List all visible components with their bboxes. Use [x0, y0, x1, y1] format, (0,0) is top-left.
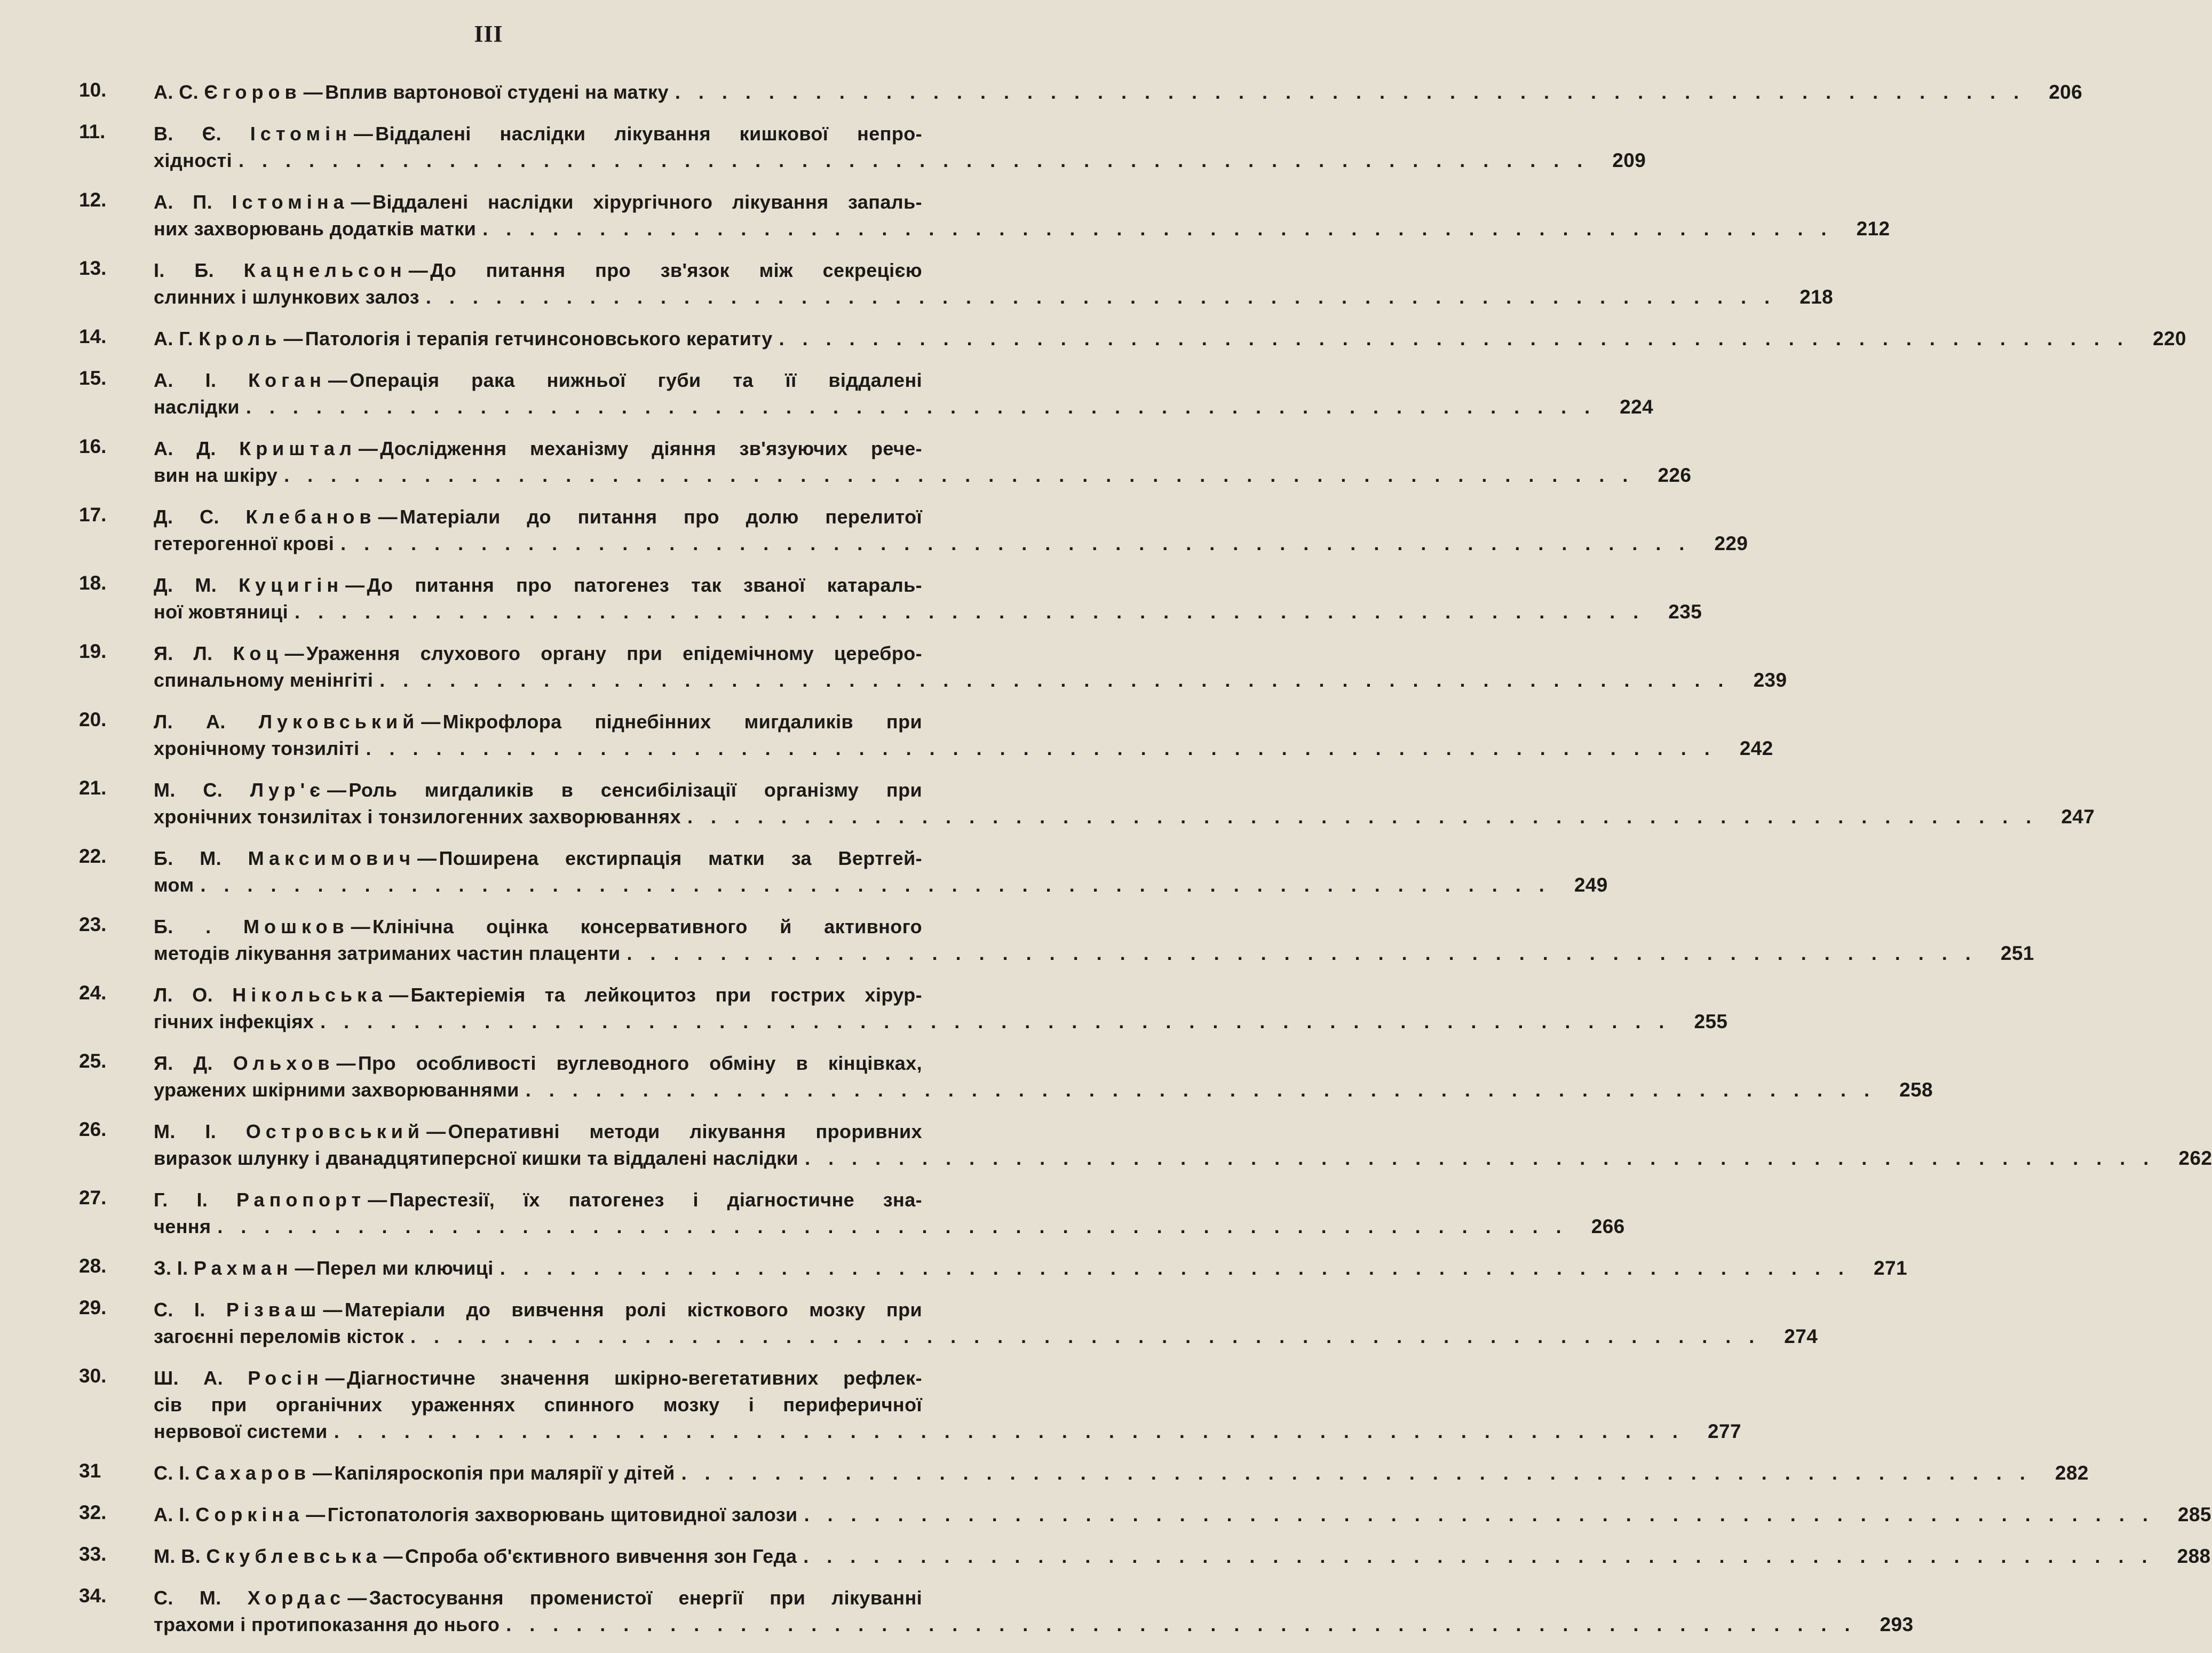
author-initials: Л. О. — [154, 984, 213, 1006]
toc-entry — [79, 1501, 2211, 1528]
entry-body — [154, 1365, 1741, 1445]
entry-body — [154, 1050, 1933, 1103]
entry-continuation-line — [154, 1418, 1741, 1445]
entry-body — [154, 121, 1646, 174]
toc-entry — [79, 1118, 2212, 1172]
author-surname: Луковський — [258, 711, 419, 733]
author-initials: Ш. А. — [154, 1367, 223, 1389]
leader-dots: . . . . . . . . . . . . . . . . . . . . . . . . . . . . . . . . . . . . . . . . . . . . . . . . . . . . . . . . . . — [500, 1257, 1850, 1279]
leader-dots: . . . . . . . . . . . . . . . . . . . . . . . . . . . . . . . . . . . . . . . . . . . . . . . . . . . . . . . . . . — [805, 1147, 2155, 1169]
entry-title-continued: нервової системи — [154, 1420, 328, 1442]
author-surname: Істомін — [250, 123, 352, 145]
author-initials: А. Г. — [154, 328, 193, 349]
entry-title: Перел ми ключиці — [316, 1257, 494, 1279]
entry-first-line — [154, 325, 2186, 352]
entry-title: До питання про патогенез так званої катараль- — [367, 574, 923, 596]
leader-dots: . . . . . . . . . . . . . . . . . . . . . . . . . . . . . . . . . . . . . . . . . . . . . . . . . . . . . . . . . . — [803, 1545, 2154, 1567]
toc-entry — [79, 1585, 1914, 1638]
author-surname: Кацнельсон — [243, 259, 407, 281]
entry-first-line — [154, 982, 922, 1008]
author-initials: А. С. — [154, 81, 199, 103]
entry-body — [154, 982, 1728, 1035]
author-surname: Нікольська — [232, 984, 387, 1006]
entry-continuation-line — [154, 599, 1702, 625]
leader-dots: . . . . . . . . . . . . . . . . . . . . . . . . . . . . . . . . . . . . . . . . . . . . . . . . . . . . . . . . . . — [245, 396, 1597, 418]
entry-body — [154, 325, 2186, 352]
entry-continuation-line — [154, 1145, 2212, 1172]
entry-continuation-line — [154, 1213, 1625, 1240]
entry-number: 21. — [79, 777, 107, 799]
entry-continuation-line — [154, 394, 1654, 420]
author-surname: Мошков — [243, 916, 349, 937]
entry-continuation-line — [154, 284, 1834, 311]
entry-title-continued: наслідки — [154, 396, 240, 418]
entry-title: Матеріали до вивчення ролі кісткового мозку при — [344, 1299, 922, 1321]
author-initials: М. В. — [154, 1545, 201, 1567]
author-initials: В. Є. — [154, 123, 221, 145]
entry-title-continued: гетерогенної крові — [154, 533, 335, 554]
entry-title: Ураження слухового органу при епідемічному церебро- — [306, 642, 923, 664]
entry-body — [154, 435, 1692, 489]
author-surname: Кроль — [199, 328, 282, 349]
entry-first-line — [154, 1501, 2211, 1528]
entry-title: Застосування променистої енергії при лікуванні — [369, 1587, 922, 1609]
page-reference: 266 — [1591, 1215, 1625, 1237]
entry-title-continued: хідності — [154, 149, 232, 171]
entry-heading-text: М. В. Скублевська — Спроба об'єктивного вивчення зон Геда — [154, 1545, 797, 1567]
author-surname: Лур'є — [250, 779, 326, 801]
entry-number: 33. — [79, 1543, 107, 1565]
entry-body — [154, 1543, 2211, 1570]
page-reference: 282 — [2055, 1462, 2089, 1484]
entry-heading-text: А. І. Соркіна — Гістопатологія захворювань щитовидної залози — [154, 1504, 798, 1525]
author-surname: Сахаров — [195, 1462, 311, 1484]
leader-dots: . . . . . . . . . . . . . . . . . . . . . . . . . . . . . . . . . . . . . . . . . . . . . . . . . . . . . . . . . . — [675, 81, 2026, 103]
page-reference: 206 — [2049, 81, 2083, 103]
entry-first-line — [154, 845, 922, 872]
entry-number: 23. — [79, 913, 107, 935]
leader-dots: . . . . . . . . . . . . . . . . . . . . . . . . . . . . . . . . . . . . . . . . . . . . . . . . . . . . . . . . . . — [779, 328, 2129, 349]
entry-heading-text: М. І. Островський — Оперативні методи лікування проривних — [154, 1120, 922, 1142]
page-reference: 258 — [1899, 1079, 1933, 1101]
entry-number: 18. — [79, 572, 107, 594]
toc-entry — [79, 1297, 1818, 1350]
author-initials: Д. М. — [154, 574, 217, 596]
entry-number: 17. — [79, 504, 107, 526]
entry-number: 30. — [79, 1365, 107, 1387]
entry-title-continued: гічних інфекціях — [154, 1011, 314, 1032]
page-reference: 212 — [1856, 218, 1890, 240]
leader-dots: . . . . . . . . . . . . . . . . . . . . . . . . . . . . . . . . . . . . . . . . . . . . . . . . . . . . . . . . . . — [804, 1504, 2154, 1525]
entry-number: 16. — [79, 435, 107, 457]
entry-heading-text: Л. А. Луковський — Мікрофлора піднебінних мигдаликів при — [154, 711, 923, 733]
entry-number: 32. — [79, 1501, 107, 1523]
entry-heading-text: Б. М. Максимович — Поширена екстирпація матки за Вертгей- — [154, 847, 922, 869]
entry-body — [154, 1187, 1625, 1240]
leader-dots: . . . . . . . . . . . . . . . . . . . . . . . . . . . . . . . . . . . . . . . . . . . . . . . . . . . . . . . . . . — [627, 942, 1977, 964]
page-reference: 224 — [1620, 396, 1654, 418]
entry-title: Парестезії, їх патогенез і діагностичне зна- — [389, 1189, 922, 1211]
leader-dots: . . . . . . . . . . . . . . . . . . . . . . . . . . . . . . . . . . . . . . . . . . . . . . . . . . . . . . . . . . — [379, 669, 1730, 691]
entry-number: 29. — [79, 1297, 107, 1318]
entry-first-line — [154, 913, 922, 940]
entry-title-continued: мом — [154, 874, 194, 896]
leader-dots: . . . . . . . . . . . . . . . . . . . . . . . . . . . . . . . . . . . . . . . . . . . . . . . . . . . . . . . . . . — [217, 1215, 1568, 1237]
author-surname: Ольхов — [233, 1052, 335, 1074]
author-surname: Куцигін — [239, 574, 344, 596]
author-initials: А. П. — [154, 191, 212, 213]
entry-first-line — [154, 777, 922, 804]
entry-heading-text: А. П. Істоміна — Віддалені наслідки хірургічного лікування запаль- — [154, 191, 922, 213]
author-initials: С. М. — [154, 1587, 221, 1609]
author-initials: Б. . — [154, 916, 211, 937]
entry-body — [154, 845, 1608, 899]
entry-heading-text: А. І. Коган — Операція рака нижньої губи та її віддалені — [154, 369, 922, 391]
author-surname: Соркіна — [195, 1504, 304, 1525]
leader-dots: . . . . . . . . . . . . . . . . . . . . . . . . . . . . . . . . . . . . . . . . . . . . . . . . . . . . . . . . . . — [410, 1325, 1761, 1347]
toc-entry — [79, 709, 1773, 762]
toc-entry — [79, 1187, 1625, 1240]
entry-title-continued: хронічних тонзилітах і тонзилогенних захворюваннях — [154, 806, 681, 828]
author-surname: Різваш — [226, 1299, 321, 1321]
author-initials: Б. М. — [154, 847, 222, 869]
entry-number: 27. — [79, 1187, 107, 1209]
entry-first-line — [154, 1050, 922, 1077]
entry-heading-text: Д. М. Куцигін — До питання про патогенез так званої катараль- — [154, 574, 923, 596]
toc-entry — [79, 1255, 1907, 1282]
toc-entry — [79, 79, 2083, 106]
entry-body — [154, 1460, 2089, 1487]
author-initials: С. І. — [154, 1462, 191, 1484]
entry-title-continued: ної жовтяниці — [154, 601, 288, 623]
leader-dots: . . . . . . . . . . . . . . . . . . . . . . . . . . . . . . . . . . . . . . . . . . . . . . . . . . . . . . . . . . — [482, 218, 1833, 240]
page-reference: 293 — [1880, 1614, 1914, 1635]
entry-body — [154, 777, 2095, 830]
entry-first-line — [154, 1187, 922, 1213]
author-surname: Максимович — [248, 847, 416, 869]
entry-continuation-line — [154, 1392, 922, 1418]
author-surname: Росін — [248, 1367, 323, 1389]
entry-body — [154, 709, 1773, 762]
entry-number: 25. — [79, 1050, 107, 1072]
entry-first-line — [154, 640, 922, 667]
entry-body — [154, 1297, 1818, 1350]
page-reference: 235 — [1668, 601, 1702, 623]
leader-dots: . . . . . . . . . . . . . . . . . . . . . . . . . . . . . . . . . . . . . . . . . . . . . . . . . . . . . . . . . . — [525, 1079, 1876, 1101]
author-initials: Я. Д. — [154, 1052, 213, 1074]
page-number: III — [474, 21, 503, 47]
entry-heading-text: Г. І. Рапопорт — Парестезії, їх патогенез і діагностичне зна- — [154, 1189, 922, 1211]
entry-title-continued: чення — [154, 1215, 211, 1237]
entry-title-continued: слинних і шлункових залоз — [154, 286, 419, 308]
entry-title: Про особливості вуглеводного обміну в кінцівках, — [358, 1052, 923, 1074]
leader-dots: . . . . . . . . . . . . . . . . . . . . . . . . . . . . . . . . . . . . . . . . . . . . . . . . . . . . . . . . . . — [294, 601, 1645, 623]
entry-first-line — [154, 1365, 922, 1392]
toc-entry — [79, 435, 1692, 489]
author-initials: З. І. — [154, 1257, 188, 1279]
page-reference: 249 — [1574, 874, 1608, 896]
author-surname: Островський — [245, 1120, 425, 1142]
entry-continuation-line — [154, 804, 2095, 830]
page-reference: 220 — [2152, 328, 2186, 349]
author-initials: Л. А. — [154, 711, 226, 733]
entry-first-line — [154, 504, 922, 530]
entry-continuation-line — [154, 1611, 1914, 1638]
page-reference: 277 — [1708, 1420, 1741, 1442]
page-reference: 285 — [2177, 1504, 2211, 1525]
entry-continuation-line — [154, 216, 1890, 242]
entry-number: 28. — [79, 1255, 107, 1277]
entry-continuation-line — [154, 147, 1646, 174]
entry-title: Бактеріемія та лейкоцитоз при гострих хірур- — [410, 984, 922, 1006]
entry-continuation-line — [154, 735, 1773, 762]
entry-body — [154, 913, 2034, 967]
page-reference: 209 — [1612, 149, 1646, 171]
author-surname: Хордас — [247, 1587, 346, 1609]
entry-title-continued: сів при органічних ураженнях спинного мозку і периферичної — [154, 1394, 922, 1416]
author-initials: Г. І. — [154, 1189, 208, 1211]
leader-dots: . . . . . . . . . . . . . . . . . . . . . . . . . . . . . . . . . . . . . . . . . . . . . . . . . . . . . . . . . . — [200, 874, 1551, 896]
entry-title: Спроба об'єктивного вивчення зон Геда — [405, 1545, 797, 1567]
entry-number: 31 — [79, 1460, 101, 1482]
leader-dots: . . . . . . . . . . . . . . . . . . . . . . . . . . . . . . . . . . . . . . . . . . . . . . . . . . . . . . . . . . — [681, 1462, 2032, 1484]
entry-heading-text: І. Б. Кацнельсон — До питання про зв'язок між секрецією — [154, 259, 923, 281]
leader-dots: . . . . . . . . . . . . . . . . . . . . . . . . . . . . . . . . . . . . . . . . . . . . . . . . . . . . . . . . . . — [506, 1614, 1857, 1635]
author-initials: Я. Л. — [154, 642, 213, 664]
page-reference: 271 — [1874, 1257, 1907, 1279]
entry-continuation-line — [154, 462, 1692, 489]
entry-heading-text: Ш. А. Росін — Діагностичне значення шкірно-вегетативних рефлек- — [154, 1367, 922, 1389]
author-surname: Криштал — [239, 438, 356, 459]
entry-number: 26. — [79, 1118, 107, 1140]
entry-title-continued: вин на шкіру — [154, 464, 278, 486]
entry-title: Діагностичне значення шкірно-вегетативних рефлек- — [347, 1367, 922, 1389]
page-reference: 274 — [1784, 1325, 1818, 1347]
author-surname: Скублевська — [206, 1545, 382, 1567]
entry-heading-text: А. Г. Кроль — Патологія і терапія гетчинсоновського кератиту — [154, 328, 773, 349]
toc-entry — [79, 777, 2095, 830]
entry-first-line — [154, 435, 922, 462]
author-surname: Істоміна — [232, 191, 349, 213]
leader-dots: . . . . . . . . . . . . . . . . . . . . . . . . . . . . . . . . . . . . . . . . . . . . . . . . . . . . . . . . . . — [284, 464, 1635, 486]
entry-continuation-line — [154, 1323, 1818, 1350]
entry-title-continued: спинальному менінгіті — [154, 669, 374, 691]
entry-heading-text: Л. О. Нікольська — Бактеріемія та лейкоцитоз при гострих хірур- — [154, 984, 922, 1006]
entry-number: 10. — [79, 79, 107, 101]
toc-entry — [79, 257, 1834, 311]
entry-continuation-line — [154, 872, 1608, 899]
entry-title: Гістопатологія захворювань щитовидної залози — [327, 1504, 798, 1525]
entry-title-continued: них захворювань додатків матки — [154, 218, 477, 240]
entry-body — [154, 79, 2083, 106]
entry-first-line — [154, 709, 922, 735]
entry-heading-text: С. І. Різваш — Матеріали до вивчення ролі кісткового мозку при — [154, 1299, 922, 1321]
toc-entry — [79, 845, 1608, 899]
entry-title: Оперативні методи лікування проривних — [448, 1120, 922, 1142]
author-initials: А. І. — [154, 1504, 191, 1525]
leader-dots: . . . . . . . . . . . . . . . . . . . . . . . . . . . . . . . . . . . . . . . . . . . . . . . . . . . . . . . . . . — [320, 1011, 1671, 1032]
entry-body — [154, 572, 1702, 625]
entry-body — [154, 504, 1748, 557]
author-surname: Рапопорт — [236, 1189, 366, 1211]
entry-continuation-line — [154, 1008, 1728, 1035]
entry-heading-text: С. М. Хордас — Застосування променистої енергії при лікуванні — [154, 1587, 922, 1609]
leader-dots: . . . . . . . . . . . . . . . . . . . . . . . . . . . . . . . . . . . . . . . . . . . . . . . . . . . . . . . . . . — [239, 149, 1589, 171]
entry-number: 15. — [79, 367, 107, 389]
leader-dots: . . . . . . . . . . . . . . . . . . . . . . . . . . . . . . . . . . . . . . . . . . . . . . . . . . . . . . . . . . — [334, 1420, 1684, 1442]
page-reference: 218 — [1799, 286, 1834, 308]
page-reference: 239 — [1753, 669, 1787, 691]
entry-first-line — [154, 1118, 922, 1145]
toc-entry — [79, 572, 1702, 625]
entry-title: Роль мигдаликів в сенсибілізації організму при — [348, 779, 922, 801]
leader-dots: . . . . . . . . . . . . . . . . . . . . . . . . . . . . . . . . . . . . . . . . . . . . . . . . . . . . . . . . . . — [425, 286, 1777, 308]
entry-title: До питання про зв'язок між секрецією — [430, 259, 923, 281]
entry-body — [154, 1585, 1914, 1638]
entry-first-line — [154, 1297, 922, 1323]
entry-heading-text: Д. С. Клебанов — Матеріали до питання про долю перелитої — [154, 506, 923, 528]
entry-body — [154, 1501, 2211, 1528]
entry-first-line — [154, 1255, 1907, 1282]
entry-body — [154, 367, 1654, 420]
page-reference: 251 — [2000, 942, 2034, 964]
entry-title-continued: трахоми і протипоказання до нього — [154, 1614, 500, 1635]
entry-body — [154, 1118, 2212, 1172]
entry-number: 14. — [79, 325, 107, 347]
entry-first-line — [154, 1460, 2089, 1487]
table-of-contents — [79, 79, 2212, 1653]
entry-continuation-line — [154, 940, 2034, 967]
page-reference: 262 — [2178, 1147, 2212, 1169]
toc-entry — [79, 982, 1728, 1035]
entry-continuation-line — [154, 1077, 1933, 1103]
author-surname: Клебанов — [245, 506, 376, 528]
entry-heading-text: Я. Л. Коц — Ураження слухового органу при епідемічному церебро- — [154, 642, 923, 664]
author-initials: С. І. — [154, 1299, 205, 1321]
entry-continuation-line — [154, 530, 1748, 557]
author-surname: Коган — [248, 369, 326, 391]
entry-heading-text: А. Д. Криштал — Дослідження механізму діяння зв'язуючих рече- — [154, 438, 923, 459]
page-reference: 242 — [1739, 737, 1773, 759]
entry-heading-text: А. С. Єгоров — Вплив вартонової студені на матку — [154, 81, 669, 103]
entry-continuation-line — [154, 667, 1787, 694]
entry-first-line — [154, 79, 2083, 106]
toc-entry — [79, 1365, 1741, 1445]
entry-first-line — [154, 572, 922, 599]
entry-title: Поширена екстирпація матки за Вертгей- — [439, 847, 922, 869]
page-reference: 288 — [2177, 1545, 2211, 1567]
entry-number: 13. — [79, 257, 107, 279]
toc-entry — [79, 504, 1748, 557]
entry-first-line — [154, 121, 922, 147]
toc-entry — [79, 189, 1890, 242]
entry-body — [154, 1255, 1907, 1282]
entry-heading-text: Я. Д. Ольхов — Про особливості вуглеводного обміну в кінцівках, — [154, 1052, 923, 1074]
page-reference: 226 — [1658, 464, 1692, 486]
entry-title: Вплив вартонової студені на матку — [325, 81, 669, 103]
entry-first-line — [154, 367, 922, 394]
entry-title: Капіляроскопія при малярії у дітей — [334, 1462, 675, 1484]
author-initials: М. С. — [154, 779, 223, 801]
author-initials: Д. С. — [154, 506, 219, 528]
entry-first-line — [154, 1585, 922, 1611]
leader-dots: . . . . . . . . . . . . . . . . . . . . . . . . . . . . . . . . . . . . . . . . . . . . . . . . . . . . . . . . . . — [366, 737, 1716, 759]
entry-number: 24. — [79, 982, 107, 1004]
entry-title: Патологія і терапія гетчинсоновського кератиту — [305, 328, 773, 349]
entry-body — [154, 189, 1890, 242]
entry-body — [154, 257, 1834, 311]
entry-title-continued: уражених шкірними захворюваннями — [154, 1079, 519, 1101]
entry-title: Клінічна оцінка консервативного й активного — [372, 916, 923, 937]
entry-heading-text: М. С. Лур'є — Роль мигдаликів в сенсибілізації організму при — [154, 779, 922, 801]
entry-title: Віддалені наслідки лікування кишкової непро- — [375, 123, 922, 145]
entry-number: 12. — [79, 189, 107, 211]
author-initials: І. Б. — [154, 259, 215, 281]
page-reference: 255 — [1694, 1011, 1728, 1032]
page-reference: 229 — [1714, 533, 1748, 554]
entry-heading-text: В. Є. Істомін — Віддалені наслідки лікування кишкової непро- — [154, 123, 922, 145]
toc-entry — [79, 913, 2034, 967]
entry-title: Дослідження механізму діяння зв'язуючих рече- — [380, 438, 923, 459]
entry-title-continued: виразок шлунку і дванадцятиперсної кишки та віддалені наслідки — [154, 1147, 799, 1169]
entry-first-line — [154, 1543, 2211, 1570]
entry-first-line — [154, 257, 922, 284]
entry-title-continued: методів лікування затриманих частин плаценти — [154, 942, 621, 964]
entry-number: 20. — [79, 709, 107, 730]
author-surname: Єгоров — [204, 81, 302, 103]
entry-title: Матеріали до питання про долю перелитої — [399, 506, 923, 528]
toc-entry — [79, 1460, 2089, 1487]
entry-title: Віддалені наслідки хірургічного лікування запаль- — [372, 191, 922, 213]
author-initials: А. Д. — [154, 438, 216, 459]
toc-entry — [79, 325, 2186, 352]
entry-number: 19. — [79, 640, 107, 662]
author-surname: Коц — [233, 642, 283, 664]
entry-heading-text: З. І. Рахман — Перел ми ключиці — [154, 1257, 494, 1279]
entry-heading-text: С. І. Сахаров — Капіляроскопія при малярії у дітей — [154, 1462, 675, 1484]
toc-entry — [79, 367, 1654, 420]
entry-body — [154, 640, 1787, 694]
entry-title: Мікрофлора піднебінних мигдаликів при — [442, 711, 923, 733]
page-reference: 247 — [2061, 806, 2095, 828]
author-surname: Рахман — [193, 1257, 293, 1279]
author-initials: М. І. — [154, 1120, 217, 1142]
entry-heading-text: Б. . Мошков — Клінічна оцінка консервативного й активного — [154, 916, 923, 937]
toc-entry — [79, 121, 1646, 174]
toc-entry — [79, 640, 1787, 694]
leader-dots: . . . . . . . . . . . . . . . . . . . . . . . . . . . . . . . . . . . . . . . . . . . . . . . . . . . . . . . . . . — [687, 806, 2038, 828]
author-initials: А. І. — [154, 369, 217, 391]
entry-title-continued: хронічному тонзиліті — [154, 737, 360, 759]
leader-dots: . . . . . . . . . . . . . . . . . . . . . . . . . . . . . . . . . . . . . . . . . . . . . . . . . . . . . . . . . . — [340, 533, 1691, 554]
entry-number: 11. — [79, 121, 106, 142]
entry-number: 22. — [79, 845, 107, 867]
toc-entry — [79, 1050, 1933, 1103]
entry-title-continued: загоєнні переломів кісток — [154, 1325, 404, 1347]
entry-first-line — [154, 189, 922, 216]
entry-number: 34. — [79, 1585, 107, 1607]
toc-entry — [79, 1543, 2211, 1570]
entry-title: Операція рака нижньої губи та її віддалені — [350, 369, 922, 391]
